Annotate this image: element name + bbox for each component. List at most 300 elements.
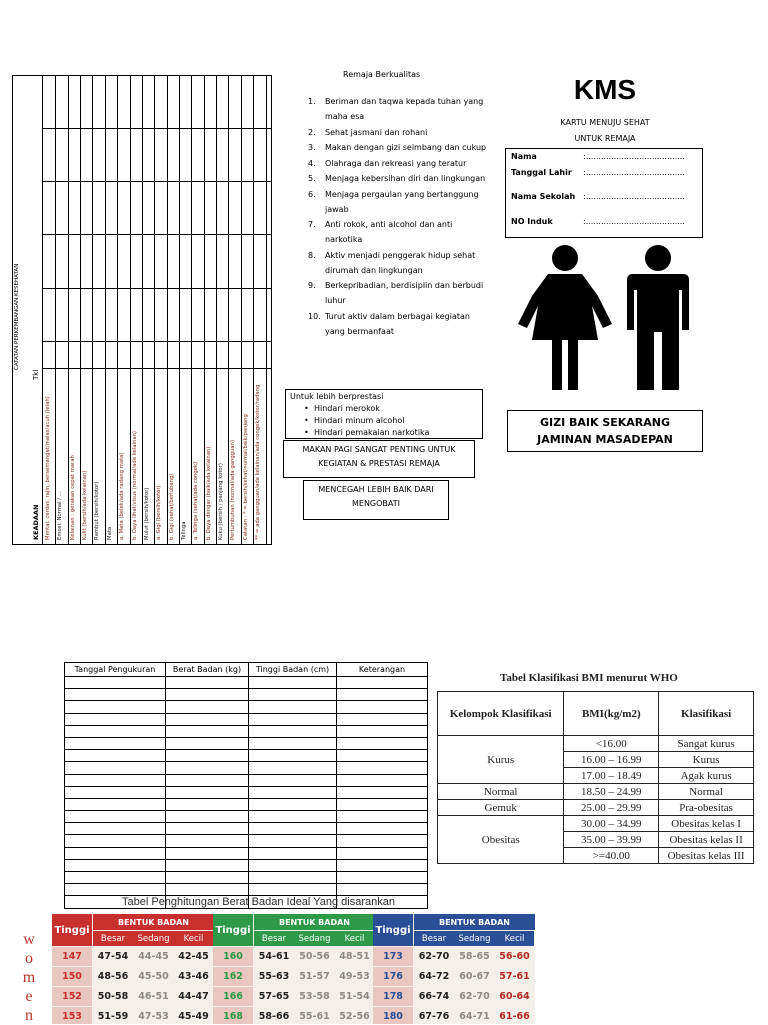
slogan-line: JAMINAN MASADEPAN bbox=[537, 433, 673, 446]
measurement-cell[interactable] bbox=[337, 811, 428, 823]
measurement-row bbox=[65, 774, 428, 786]
measurement-cell[interactable] bbox=[166, 725, 249, 737]
health-record-row-label: Pertumbuhan (normal/ada gangguan) bbox=[230, 439, 236, 540]
measurement-cell[interactable] bbox=[249, 689, 337, 701]
list-number: 3. bbox=[308, 143, 316, 152]
ideal-height-cell: 162 bbox=[213, 967, 253, 986]
bmi-class-cell: Obesitas kelas II bbox=[659, 832, 754, 848]
grid-line bbox=[241, 76, 242, 544]
bmi-group-cell: Gemuk bbox=[438, 800, 564, 816]
prestasi-item: • Hindari pemakaian narkotika bbox=[290, 427, 478, 439]
kms-title: KMS bbox=[573, 74, 637, 105]
health-record-row-label: Emosi: Normal / ... bbox=[57, 491, 63, 540]
grid-line bbox=[43, 341, 271, 342]
measurement-cell[interactable] bbox=[249, 835, 337, 847]
women-letter: m bbox=[22, 969, 36, 986]
ideal-weight-cell: 57-61 bbox=[499, 971, 530, 982]
bmi-group-cell: Obesitas bbox=[438, 816, 564, 864]
measurement-cell[interactable] bbox=[65, 725, 166, 737]
field-value: :....................................... bbox=[583, 192, 685, 201]
ideal-bentuk-header: BENTUK BADAN bbox=[93, 914, 214, 930]
health-record-row-label: Kulit (bersih/ada kelainan) bbox=[82, 470, 88, 540]
measurement-table bbox=[64, 662, 428, 909]
ideal-weight-cell: 48-51 bbox=[339, 951, 370, 962]
measurement-cell[interactable] bbox=[249, 677, 337, 689]
makan-pagi-box: MAKAN PAGI SANGAT PENTING UNTUK KEGIATAN & PRESTASI REMAJA bbox=[283, 440, 475, 478]
prestasi-item: • Hindari minum alcohol bbox=[290, 415, 478, 427]
grid-line bbox=[204, 76, 205, 544]
kms-subtitle-remaja: UNTUK REMAJA bbox=[574, 134, 636, 143]
bmi-class-cell: Normal bbox=[659, 784, 754, 800]
health-record-row-label: Kelainan : gerakan cepat marah bbox=[70, 455, 76, 540]
measurement-cell[interactable] bbox=[166, 677, 249, 689]
measurement-cell[interactable] bbox=[166, 762, 249, 774]
measurement-cell[interactable] bbox=[166, 872, 249, 884]
measurement-row bbox=[65, 835, 428, 847]
measurement-cell[interactable] bbox=[166, 847, 249, 859]
field-value: :....................................... bbox=[583, 152, 685, 161]
ideal-weight-cell: 47-53 bbox=[138, 1011, 169, 1022]
ideal-height-cell: 178 bbox=[373, 987, 413, 1006]
field-value: :....................................... bbox=[583, 217, 685, 226]
bmi-range-cell: 17.00 – 18.49 bbox=[564, 768, 659, 784]
measurement-cell[interactable] bbox=[249, 774, 337, 786]
bmi-range-cell: 35.00 – 39.99 bbox=[564, 832, 659, 848]
col-header-tinggi: Tinggi Badan (cm) bbox=[249, 663, 337, 677]
measurement-cell[interactable] bbox=[337, 859, 428, 871]
ideal-weight-cell: 64-72 bbox=[418, 971, 450, 982]
ideal-sub-header: Besar bbox=[254, 931, 294, 946]
measurement-cell[interactable] bbox=[249, 884, 337, 896]
measurement-cell[interactable] bbox=[249, 823, 337, 835]
mencegah-box: MENCEGAH LEBIH BAIK DARI MENGOBATI bbox=[303, 480, 449, 520]
list-text: Berkepribadian, berdisiplin dan berbudi luhur bbox=[325, 281, 484, 305]
measurement-cell[interactable] bbox=[166, 811, 249, 823]
bmi-header-klasifikasi: Klasifikasi bbox=[659, 692, 754, 736]
ideal-weight-cell: 62-70 bbox=[459, 991, 490, 1002]
measurement-cell[interactable] bbox=[249, 786, 337, 798]
ideal-height-cell: 160 bbox=[213, 947, 253, 966]
grid-line bbox=[191, 76, 192, 544]
ideal-weight-cell: 44-45 bbox=[138, 951, 169, 962]
list-number: 6. bbox=[308, 189, 316, 199]
ideal-height-cell: 176 bbox=[373, 967, 413, 986]
measurement-row bbox=[65, 786, 428, 798]
ideal-weight-cell: 49-53 bbox=[339, 971, 370, 982]
grid-line bbox=[117, 76, 118, 544]
measurement-cell[interactable] bbox=[65, 689, 166, 701]
ideal-height-cell: 153 bbox=[52, 1007, 92, 1024]
ideal-weight-cell: 51-59 bbox=[97, 1011, 129, 1022]
list-number: 4. bbox=[308, 158, 316, 168]
measurement-cell[interactable] bbox=[337, 737, 428, 749]
measurement-row bbox=[65, 859, 428, 871]
bmi-class-cell: Obesitas kelas III bbox=[659, 848, 754, 864]
field-nama bbox=[511, 152, 685, 161]
measurement-row bbox=[65, 823, 428, 835]
measurement-row bbox=[65, 737, 428, 749]
measurement-cell[interactable] bbox=[65, 786, 166, 798]
measurement-cell[interactable] bbox=[65, 774, 166, 786]
ideal-weight-cell: 66-74 bbox=[418, 991, 450, 1002]
measurement-cell[interactable] bbox=[65, 737, 166, 749]
measurement-cell[interactable] bbox=[337, 884, 428, 896]
measurement-cell[interactable] bbox=[249, 811, 337, 823]
list-text: Sehat jasmani dan rohani bbox=[325, 127, 428, 137]
remaja-list-item bbox=[308, 248, 488, 278]
bmi-range-cell: 16.00 – 16.99 bbox=[564, 752, 659, 768]
list-text: Aktiv menjadi penggerak hidup sehat dirumah dan lingkungan bbox=[325, 250, 476, 275]
measurement-cell[interactable] bbox=[249, 872, 337, 884]
list-text: Anti rokok, anti alcohol dan anti narkotika bbox=[325, 220, 453, 244]
measurement-cell[interactable] bbox=[337, 847, 428, 859]
ideal-weight-cell: 58-65 bbox=[459, 951, 490, 962]
health-record-row-label: a. Mata (belek/ada radang mata) bbox=[119, 452, 125, 540]
measurement-cell[interactable] bbox=[337, 774, 428, 786]
grid-line bbox=[179, 76, 180, 544]
list-text: Makan dengan gizi seimbang dan cukup bbox=[325, 143, 487, 152]
health-record-row-label: Rambut (bersih/kotor) bbox=[94, 481, 100, 540]
ideal-bentuk-header: BENTUK BADAN bbox=[254, 914, 375, 930]
ideal-tinggi-header: Tinggi bbox=[213, 914, 253, 946]
measurement-row bbox=[65, 713, 428, 725]
measurement-cell[interactable] bbox=[249, 725, 337, 737]
remaja-list-item bbox=[308, 140, 488, 155]
ideal-weight-cell: 50-56 bbox=[299, 951, 330, 962]
ideal-weight-cell: 55-61 bbox=[299, 1011, 330, 1022]
measurement-cell[interactable] bbox=[65, 713, 166, 725]
ideal-weight-cell: 55-63 bbox=[258, 971, 290, 982]
remaja-list-item bbox=[308, 94, 488, 124]
measurement-cell[interactable] bbox=[65, 872, 166, 884]
health-record-row-label: ** = ada gangguan/ada kelainan/ada congek/kotor/radang bbox=[255, 384, 261, 540]
list-number: 1. bbox=[308, 97, 316, 106]
health-record-row-label: a. Telinga (sehat/ada congek) bbox=[193, 461, 199, 540]
measurement-cell[interactable] bbox=[65, 859, 166, 871]
list-text: Menjaga kebersihan diri dan lingkungan bbox=[325, 174, 486, 183]
health-record-row-label: Kuku (bersih / panjang kotor) bbox=[218, 463, 224, 540]
ideal-weight-cell: 51-54 bbox=[339, 991, 370, 1002]
measurement-cell[interactable] bbox=[166, 689, 249, 701]
measurement-cell[interactable] bbox=[249, 713, 337, 725]
measurement-row bbox=[65, 689, 428, 701]
list-text: Menjaga pergaulan yang bertanggung jawab bbox=[325, 189, 479, 214]
prestasi-heading: Untuk lebih berprestasi bbox=[290, 392, 384, 401]
grid-line bbox=[92, 76, 93, 544]
remaja-list bbox=[308, 94, 488, 339]
measurement-cell[interactable] bbox=[166, 823, 249, 835]
bmi-group-cell: Normal bbox=[438, 784, 564, 800]
ideal-weight-cell: 48-56 bbox=[97, 971, 129, 982]
measurement-row bbox=[65, 701, 428, 713]
bmi-row bbox=[438, 800, 754, 816]
ideal-tinggi-header: Tinggi bbox=[373, 914, 413, 946]
measurement-cell[interactable] bbox=[166, 750, 249, 762]
health-record-row-label: Mata bbox=[107, 526, 113, 540]
measurement-cell[interactable] bbox=[65, 835, 166, 847]
grid-line bbox=[154, 76, 155, 544]
bmi-group-cell: Kurus bbox=[438, 736, 564, 784]
list-text: Turut aktiv dalam berbagai kegiatan yang bermanfaat bbox=[325, 311, 470, 336]
measurement-cell[interactable] bbox=[166, 835, 249, 847]
bmi-range-cell: <16.00 bbox=[564, 736, 659, 752]
health-record-row-label: b. Daya lihat/visus (normal/ada kelainan) bbox=[132, 431, 138, 540]
grid-line bbox=[142, 76, 143, 544]
grid-line bbox=[43, 181, 271, 182]
health-record-keadaan-label: KEADAAN bbox=[32, 504, 40, 540]
measurement-cell[interactable] bbox=[337, 786, 428, 798]
ideal-height-cell: 168 bbox=[213, 1007, 253, 1024]
measurement-row bbox=[65, 884, 428, 896]
health-record-row-label: Telinga bbox=[181, 521, 187, 540]
ideal-weight-cell: 50-58 bbox=[97, 991, 129, 1002]
measurement-cell[interactable] bbox=[249, 762, 337, 774]
ideal-weight-cell: 45-49 bbox=[178, 1011, 209, 1022]
ideal-sub-header: Besar bbox=[93, 931, 133, 946]
measurement-cell[interactable] bbox=[337, 725, 428, 737]
ideal-sub-header: Sedang bbox=[133, 931, 174, 946]
measurement-cell[interactable] bbox=[166, 798, 249, 810]
bmi-range-cell: 18.50 – 24.99 bbox=[564, 784, 659, 800]
measurement-row bbox=[65, 872, 428, 884]
ideal-weight-cell: 61-66 bbox=[499, 1011, 530, 1022]
measurement-cell[interactable] bbox=[337, 798, 428, 810]
health-record-row-label: Mulut (bersih/kotor) bbox=[144, 487, 150, 540]
measurement-cell[interactable] bbox=[65, 677, 166, 689]
grid-line bbox=[42, 76, 43, 544]
grid-line bbox=[228, 76, 229, 544]
ideal-weight-cell: 62-70 bbox=[418, 951, 450, 962]
bmi-caption: Tabel Klasifikasi BMI menurut WHO bbox=[500, 672, 678, 684]
ideal-weight-cell: 56-60 bbox=[499, 951, 530, 962]
measurement-cell[interactable] bbox=[249, 798, 337, 810]
ideal-sub-header: Besar bbox=[414, 931, 454, 946]
measurement-cell[interactable] bbox=[65, 884, 166, 896]
ideal-weight-cell: 54-61 bbox=[258, 951, 290, 962]
ideal-weight-cell: 52-56 bbox=[339, 1011, 370, 1022]
field-label: Nama Sekolah bbox=[511, 192, 576, 201]
women-side-label bbox=[21, 930, 37, 1025]
ideal-height-cell: 180 bbox=[373, 1007, 413, 1024]
slogan-line: GIZI BAIK SEKARANG bbox=[539, 416, 671, 429]
field-value: :....................................... bbox=[583, 168, 685, 177]
measurement-cell[interactable] bbox=[337, 689, 428, 701]
measurement-cell[interactable] bbox=[337, 762, 428, 774]
ideal-weight-cell: 58-66 bbox=[258, 1011, 290, 1022]
health-record-row-label: b. Daya dengar (baik/ada kelainan) bbox=[206, 446, 212, 540]
measurement-row bbox=[65, 762, 428, 774]
bmi-class-cell: Kurus bbox=[659, 752, 754, 768]
prestasi-box bbox=[285, 389, 483, 439]
health-record-row-label: Mental: cerdas, rajin, bersemangat/malas/acuh (lelah) bbox=[45, 396, 51, 540]
grid-line bbox=[253, 76, 254, 544]
grid-line bbox=[55, 76, 56, 544]
ideal-weight-cell: 57-65 bbox=[258, 991, 290, 1002]
grid-line bbox=[266, 76, 267, 544]
bmi-range-cell: 30.00 – 34.99 bbox=[564, 816, 659, 832]
measurement-row bbox=[65, 750, 428, 762]
list-number: 2. bbox=[308, 127, 316, 137]
measurement-cell[interactable] bbox=[249, 859, 337, 871]
measurement-cell[interactable] bbox=[166, 859, 249, 871]
remaja-list-item bbox=[308, 125, 488, 140]
measurement-row bbox=[65, 677, 428, 689]
man-icon bbox=[625, 244, 691, 392]
ideal-height-cell: 166 bbox=[213, 987, 253, 1006]
measurement-row bbox=[65, 798, 428, 810]
grid-line bbox=[167, 76, 168, 544]
remaja-list-item bbox=[308, 217, 488, 247]
col-header-tanggal: Tanggal Pengukuran bbox=[65, 663, 166, 677]
measurement-cell[interactable] bbox=[249, 750, 337, 762]
grid-line bbox=[80, 76, 81, 544]
ideal-weight-cell: 45-50 bbox=[138, 971, 169, 982]
health-record-tkl-label: Tkl bbox=[32, 369, 40, 380]
bmi-class-cell: Sangat kurus bbox=[659, 736, 754, 752]
field-nama-sekolah bbox=[511, 192, 685, 201]
measurement-cell[interactable] bbox=[337, 872, 428, 884]
measurement-cell[interactable] bbox=[166, 774, 249, 786]
ideal-weight-cell: 51-57 bbox=[299, 971, 330, 982]
health-record-row-label: b. Gigi (sehat/berlubang) bbox=[169, 473, 175, 540]
measurement-cell[interactable] bbox=[337, 750, 428, 762]
measurement-row bbox=[65, 725, 428, 737]
list-number: 7. bbox=[308, 220, 316, 229]
ideal-weight-table bbox=[52, 914, 535, 1024]
col-header-berat: Berat Badan (kg) bbox=[166, 663, 249, 677]
slogan-box bbox=[507, 410, 703, 452]
health-record-row-label: Catatan : * = bersih/sehat/normal/baik/panjang bbox=[243, 414, 249, 540]
ideal-weight-cell: 64-71 bbox=[459, 1011, 490, 1022]
ideal-weight-cell: 60-64 bbox=[499, 991, 530, 1002]
bmi-class-cell: Agak kurus bbox=[659, 768, 754, 784]
kms-subtitle: KARTU MENUJU SEHAT bbox=[560, 118, 650, 127]
bmi-row bbox=[438, 784, 754, 800]
prestasi-item: • Hindari merokok bbox=[290, 403, 478, 415]
ideal-weight-cell: 60-67 bbox=[459, 971, 490, 982]
measurement-cell[interactable] bbox=[65, 847, 166, 859]
measurement-cell[interactable] bbox=[65, 798, 166, 810]
ideal-bentuk-header: BENTUK BADAN bbox=[414, 914, 535, 930]
women-letter: w bbox=[23, 931, 35, 948]
remaja-list-item bbox=[308, 156, 488, 171]
measurement-cell[interactable] bbox=[337, 701, 428, 713]
list-number: 9. bbox=[308, 281, 316, 290]
bmi-row bbox=[438, 816, 754, 832]
remaja-list-item bbox=[308, 278, 488, 308]
list-number: 5. bbox=[308, 174, 316, 183]
bmi-header-kelompok: Kelompok Klasifikasi bbox=[438, 692, 564, 736]
women-letter: o bbox=[25, 950, 33, 967]
women-letter: e bbox=[25, 988, 33, 1005]
grid-line bbox=[43, 128, 271, 129]
measurement-cell[interactable] bbox=[65, 811, 166, 823]
ideal-sub-header: Sedang bbox=[454, 931, 495, 946]
measurement-cell[interactable] bbox=[337, 823, 428, 835]
measurement-cell[interactable] bbox=[166, 713, 249, 725]
ideal-weight-cell: 46-51 bbox=[138, 991, 169, 1002]
grid-line bbox=[130, 76, 131, 544]
measurement-cell[interactable] bbox=[65, 750, 166, 762]
remaja-heading: Remaja Berkualitas bbox=[343, 70, 421, 79]
identity-box bbox=[505, 148, 703, 238]
grid-line bbox=[216, 76, 217, 544]
measurement-cell[interactable] bbox=[65, 701, 166, 713]
bmi-header-row bbox=[438, 692, 754, 736]
measurement-cell[interactable] bbox=[166, 884, 249, 896]
bmi-header-bmi: BMI(kg/m2) bbox=[564, 692, 659, 736]
grid-line bbox=[43, 368, 271, 369]
ideal-height-cell: 147 bbox=[52, 947, 92, 966]
bmi-class-cell: Obesitas kelas I bbox=[659, 816, 754, 832]
ideal-weight-cell: 67-76 bbox=[418, 1011, 450, 1022]
ideal-height-cell: 152 bbox=[52, 987, 92, 1006]
ideal-sub-header: Kecil bbox=[335, 931, 374, 946]
ideal-weight-cell: 43-46 bbox=[178, 971, 209, 982]
measurement-cell[interactable] bbox=[337, 713, 428, 725]
women-letter: n bbox=[25, 1007, 33, 1024]
measurement-cell[interactable] bbox=[65, 762, 166, 774]
measurement-cell[interactable] bbox=[337, 677, 428, 689]
list-number: 8. bbox=[308, 250, 316, 260]
col-header-keterangan: Keterangan bbox=[337, 663, 428, 677]
grid-line bbox=[105, 76, 106, 544]
ideal-sub-header: Kecil bbox=[495, 931, 534, 946]
ideal-weight-cell: 42-45 bbox=[178, 951, 209, 962]
ideal-sub-header: Sedang bbox=[294, 931, 335, 946]
field-no-induk bbox=[511, 217, 685, 226]
ideal-weight-cell: 53-58 bbox=[299, 991, 330, 1002]
bmi-range-cell: >=40.00 bbox=[564, 848, 659, 864]
ideal-weight-caption: Tabel Penghitungan Berat Badan Ideal Yang disarankan bbox=[122, 896, 395, 908]
measurement-cell[interactable] bbox=[166, 701, 249, 713]
health-record-title: CATATAN PERKEMBANGAN KESEHATAN bbox=[14, 263, 20, 370]
bmi-table bbox=[437, 691, 754, 864]
field-label: Nama bbox=[511, 152, 537, 161]
measurement-cell[interactable] bbox=[249, 737, 337, 749]
health-record-row-label: a. Gigi (bersih/kotor) bbox=[156, 485, 162, 540]
woman-icon bbox=[518, 244, 612, 392]
ideal-sub-header: Kecil bbox=[174, 931, 213, 946]
list-text: Olahraga dan rekreasi yang teratur bbox=[325, 158, 467, 168]
remaja-list-item bbox=[308, 187, 488, 217]
field-label: NO Induk bbox=[511, 217, 553, 226]
list-text: Beriman dan taqwa kepada tuhan yang maha esa bbox=[325, 97, 484, 121]
field-tanggal-lahir bbox=[511, 168, 685, 177]
measurement-header-row bbox=[65, 663, 428, 677]
measurement-cell[interactable] bbox=[166, 786, 249, 798]
remaja-list-item bbox=[308, 309, 488, 339]
measurement-cell[interactable] bbox=[166, 737, 249, 749]
grid-line bbox=[68, 76, 69, 544]
list-number: 10. bbox=[308, 311, 321, 321]
bmi-row bbox=[438, 736, 754, 752]
bmi-range-cell: 25.00 – 29.99 bbox=[564, 800, 659, 816]
measurement-cell[interactable] bbox=[337, 835, 428, 847]
ideal-height-cell: 173 bbox=[373, 947, 413, 966]
ideal-weight-cell: 47-54 bbox=[97, 951, 129, 962]
measurement-cell[interactable] bbox=[249, 847, 337, 859]
remaja-list-item bbox=[308, 171, 488, 186]
ideal-tinggi-header: Tinggi bbox=[52, 914, 92, 946]
measurement-cell[interactable] bbox=[249, 701, 337, 713]
field-label: Tanggal Lahir bbox=[511, 168, 572, 177]
ideal-height-cell: 150 bbox=[52, 967, 92, 986]
bmi-class-cell: Pra-obesitas bbox=[659, 800, 754, 816]
ideal-weight-cell: 44-47 bbox=[178, 991, 209, 1002]
measurement-row bbox=[65, 847, 428, 859]
measurement-cell[interactable] bbox=[65, 823, 166, 835]
